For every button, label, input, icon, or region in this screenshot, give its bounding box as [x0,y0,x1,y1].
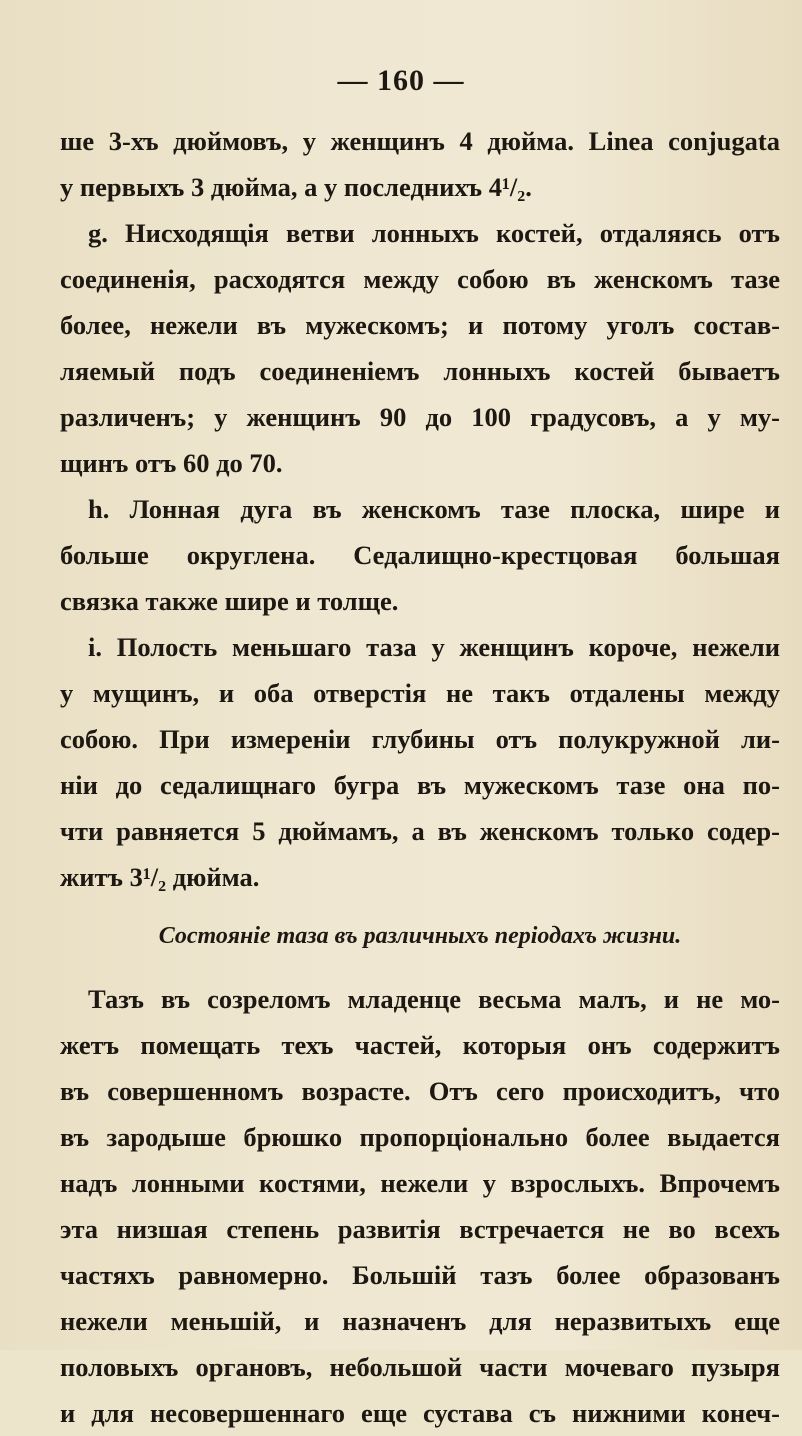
text-line: соединенія, расходятся между собою въ женскомъ тазе [60,264,780,294]
paragraph-i [60,624,780,900]
text-line: и для несовершеннаго еще сустава съ нижними конеч- [60,1398,780,1428]
text-line: житъ 3¹/₂ дюйма. [60,862,260,892]
text-line: Тазъ въ созреломъ младенце весьма малъ, и не мо- [88,984,780,1014]
text-line: эта низшая степень развитія встречается не во всехъ [60,1214,780,1244]
text-line: надъ лонными костями, нежели у взрослыхъ. Впрочемъ [60,1168,780,1198]
text-line: въ зародыше брюшко пропорціонально более выдается [60,1122,780,1152]
text-line: h. Лонная дуга въ женскомъ тазе плоска, шире и [88,494,780,524]
text-line: у первыхъ 3 дюйма, а у последнихъ 4¹/₂. [60,172,532,202]
page-text [60,118,780,1436]
text-line: ніи до седалищнаго бугра въ мужескомъ тазе она по- [60,770,780,800]
text-line: g. Нисходящія ветви лонныхъ костей, отдаляясь отъ [88,218,780,248]
paragraph-pelvis-development [60,976,780,1436]
paragraph-h [60,486,780,624]
page-number: — 160 — [337,64,465,97]
text-line: частяхъ равномерно. Большій тазъ более образованъ [60,1260,780,1290]
text-line: ше 3-хъ дюймовъ, у женщинъ 4 дюйма. Linea conjugata [60,126,780,156]
text-line: щинъ отъ 60 до 70. [60,448,283,478]
text-line: въ совершенномъ возрасте. Отъ сего происходитъ, что [60,1076,780,1106]
text-line: ляемый подъ соединеніемъ лонныхъ костей бываетъ [60,356,780,386]
paragraph-continuation [60,118,780,210]
text-line: более, нежели въ мужескомъ; и потому уголъ состав- [60,310,780,340]
text-line: чти равняется 5 дюймамъ, а въ женскомъ только содер- [60,816,780,846]
text-line: различенъ; у женщинъ 90 до 100 градусовъ, а у му- [60,402,780,432]
text-line: связка также шире и толще. [60,586,399,616]
text-line: собою. При измереніи глубины отъ полукружной ли- [60,724,780,754]
text-line: у мущинъ, и оба отверстія не такъ отдалены между [60,678,780,708]
section-heading: Состояніе таза въ различныхъ періодахъ жизни. [158,923,682,949]
paragraph-g [60,210,780,486]
text-line: половыхъ органовъ, небольшой части мочеваго пузыря [60,1352,780,1382]
text-line: i. Полость меньшаго таза у женщинъ короче, нежели [88,632,780,662]
text-line: жетъ помещать техъ частей, которыя онъ содержитъ [60,1030,780,1060]
text-line: нежели меньшій, и назначенъ для неразвитыхъ еще [60,1306,780,1336]
text-line: больше округлена. Седалищно-крестцовая большая [60,540,780,570]
